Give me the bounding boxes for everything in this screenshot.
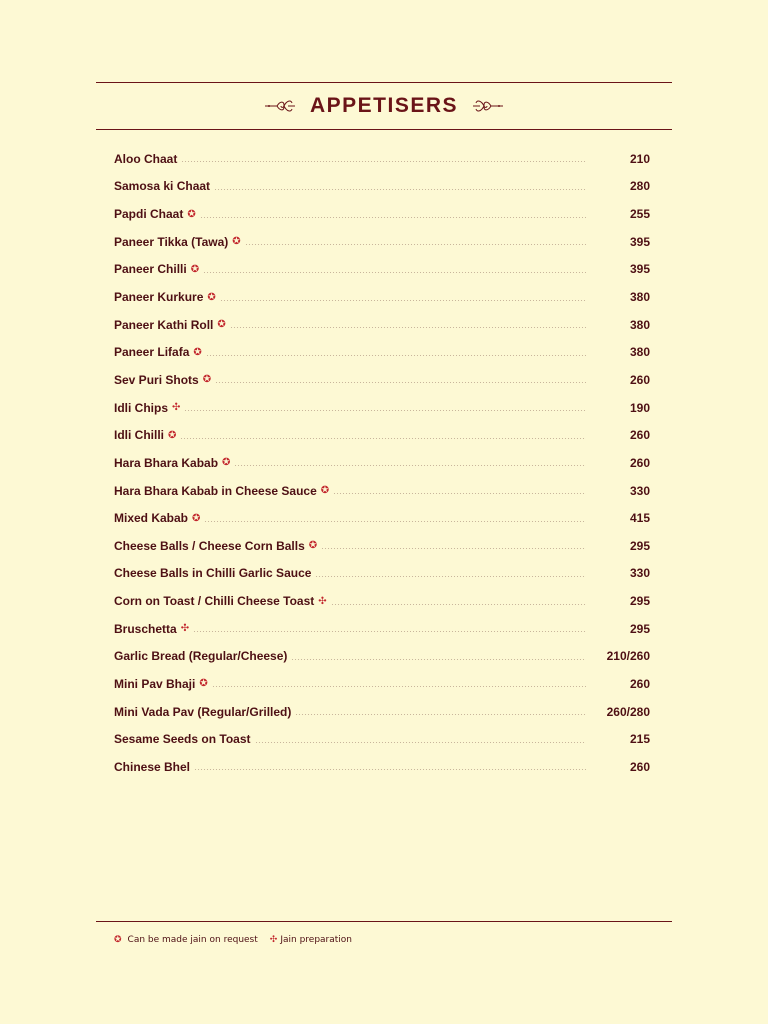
- menu-item: [114, 532, 650, 560]
- jain-on-request-icon: ✪: [114, 935, 122, 945]
- menu-item: [114, 477, 650, 505]
- section-header: [96, 84, 672, 128]
- legend-jain-preparation: [270, 935, 352, 945]
- dot-leader: [230, 327, 586, 328]
- menu-item: [114, 228, 650, 256]
- menu-item: [114, 725, 650, 753]
- menu-item: [114, 670, 650, 698]
- jain-preparation-icon: ✣: [172, 402, 181, 414]
- legend: [114, 935, 352, 945]
- menu-item: [114, 145, 650, 173]
- dot-leader: [212, 686, 586, 687]
- jain-preparation-icon: ✣: [269, 935, 278, 945]
- dot-leader: [331, 604, 586, 605]
- dot-leader: [245, 244, 586, 245]
- menu-item: [114, 311, 650, 339]
- jain-on-request-icon: ✪: [168, 429, 177, 441]
- menu-item-name: Paneer Tikka (Tawa): [114, 234, 229, 249]
- menu-item-price: 215: [629, 732, 650, 747]
- menu-item-price: 210/260: [606, 649, 650, 664]
- legend-jain-on-request-text: Can be made jain on request: [127, 935, 258, 945]
- legend-jain-on-request: [114, 935, 258, 945]
- jain-on-request-icon: ✪: [217, 319, 226, 331]
- jain-on-request-icon: ✪: [222, 457, 231, 469]
- menu-item-price: 260/280: [606, 704, 650, 719]
- dot-leader: [200, 217, 586, 218]
- dot-leader: [194, 769, 586, 770]
- menu-item-price: 295: [629, 538, 650, 553]
- jain-on-request-icon: ✪: [202, 374, 212, 386]
- menu-item-price: 295: [629, 594, 650, 609]
- dot-leader: [295, 714, 586, 715]
- dot-leader: [291, 659, 586, 660]
- menu-item: [114, 394, 650, 422]
- page-title: APPETISERS: [309, 94, 459, 117]
- menu-item: [114, 283, 650, 311]
- dot-leader: [193, 631, 586, 632]
- jain-on-request-icon: ✪: [187, 208, 196, 220]
- dot-leader: [184, 410, 586, 411]
- dot-leader: [234, 465, 586, 466]
- menu-item-price: 330: [629, 566, 650, 581]
- menu-item-name: Samosa ki Chaat: [114, 179, 211, 194]
- menu-item-name: Papdi Chaat: [114, 207, 184, 222]
- jain-on-request-icon: ✪: [192, 512, 201, 524]
- menu-item: [114, 256, 650, 284]
- menu-item-price: 210: [629, 151, 650, 166]
- top-rule: [96, 82, 672, 83]
- menu-item-price: 260: [629, 676, 650, 691]
- dot-leader: [220, 300, 586, 301]
- menu-item-name: Idli Chilli: [114, 428, 164, 443]
- menu-item-price: 255: [629, 207, 650, 222]
- menu-item: [114, 173, 650, 201]
- menu-item: [114, 449, 650, 477]
- menu-item-price: 380: [629, 345, 650, 360]
- menu-item: [114, 421, 650, 449]
- menu-item-name: Paneer Chilli: [114, 262, 187, 277]
- jain-on-request-icon: ✪: [308, 540, 318, 552]
- menu-item: [114, 560, 650, 588]
- menu-item-name: Paneer Kathi Roll: [114, 317, 214, 332]
- menu-item-price: 190: [629, 400, 650, 415]
- menu-item: [114, 643, 650, 671]
- menu-item-name: Cheese Balls / Cheese Corn Balls: [114, 538, 305, 553]
- jain-on-request-icon: ✪: [193, 346, 202, 358]
- header-bottom-rule: [96, 129, 672, 130]
- menu-item: [114, 753, 650, 781]
- menu-item-price: 260: [629, 455, 650, 470]
- legend-jain-preparation-text: Jain preparation: [280, 935, 352, 945]
- menu-item-price: 295: [629, 621, 650, 636]
- jain-on-request-icon: ✪: [207, 291, 216, 303]
- jain-preparation-icon: ✣: [180, 623, 190, 635]
- menu-item-name: Sev Puri Shots: [114, 372, 199, 387]
- menu-item-name: Mixed Kabab: [114, 511, 189, 526]
- dot-leader: [255, 742, 587, 743]
- jain-on-request-icon: ✪: [320, 485, 330, 496]
- menu-item: [114, 698, 650, 726]
- dot-leader: [214, 189, 586, 190]
- menu-item: [114, 587, 650, 615]
- menu-item-name: Idli Chips: [114, 400, 168, 415]
- menu-item-name: Bruschetta: [114, 621, 177, 636]
- menu-item: [114, 200, 650, 228]
- jain-on-request-icon: ✪: [232, 236, 241, 248]
- menu-item-name: Hara Bhara Kabab: [114, 455, 219, 470]
- footer-rule: [96, 921, 672, 922]
- dot-leader: [333, 493, 586, 494]
- jain-on-request-icon: ✪: [190, 263, 200, 275]
- dot-leader: [215, 382, 586, 383]
- menu-item-name: Paneer Lifafa: [114, 345, 190, 360]
- menu-item-price: 260: [629, 372, 650, 387]
- menu-item-price: 415: [629, 511, 650, 526]
- menu-list: [114, 145, 650, 781]
- dot-leader: [204, 521, 586, 522]
- flourish-right-icon: [472, 97, 504, 115]
- flourish-left-icon: [264, 97, 296, 115]
- jain-preparation-icon: ✣: [318, 595, 327, 607]
- menu-item-name: Cheese Balls in Chilli Garlic Sauce: [114, 566, 312, 581]
- menu-item-name: Garlic Bread (Regular/Cheese): [114, 649, 288, 664]
- menu-item: [114, 338, 650, 366]
- menu-item: [114, 504, 650, 532]
- dot-leader: [206, 355, 586, 356]
- menu-item-price: 280: [629, 179, 650, 194]
- menu-item-name: Chinese Bhel: [114, 759, 191, 774]
- menu-item-name: Mini Vada Pav (Regular/Grilled): [114, 704, 292, 719]
- dot-leader: [321, 548, 586, 549]
- menu-item-price: 395: [629, 234, 650, 249]
- dot-leader: [180, 438, 586, 439]
- menu-item-name: Paneer Kurkure: [114, 290, 204, 305]
- menu-item: [114, 366, 650, 394]
- dot-leader: [181, 161, 586, 162]
- menu-item-name: Mini Pav Bhaji: [114, 676, 196, 691]
- menu-item-name: Corn on Toast / Chilli Cheese Toast: [114, 594, 315, 609]
- menu-item-price: 380: [629, 290, 650, 305]
- dot-leader: [203, 272, 586, 273]
- menu-item-price: 330: [629, 483, 650, 498]
- dot-leader: [315, 576, 586, 577]
- menu-item: [114, 615, 650, 643]
- menu-item-price: 395: [629, 262, 650, 277]
- menu-item-price: 260: [629, 428, 650, 443]
- menu-item-name: Sesame Seeds on Toast: [114, 732, 251, 747]
- menu-item-name: Hara Bhara Kabab in Cheese Sauce: [114, 483, 317, 498]
- menu-item-name: Aloo Chaat: [114, 151, 178, 166]
- menu-item-price: 260: [629, 759, 650, 774]
- menu-item-price: 380: [629, 317, 650, 332]
- jain-on-request-icon: ✪: [199, 678, 208, 690]
